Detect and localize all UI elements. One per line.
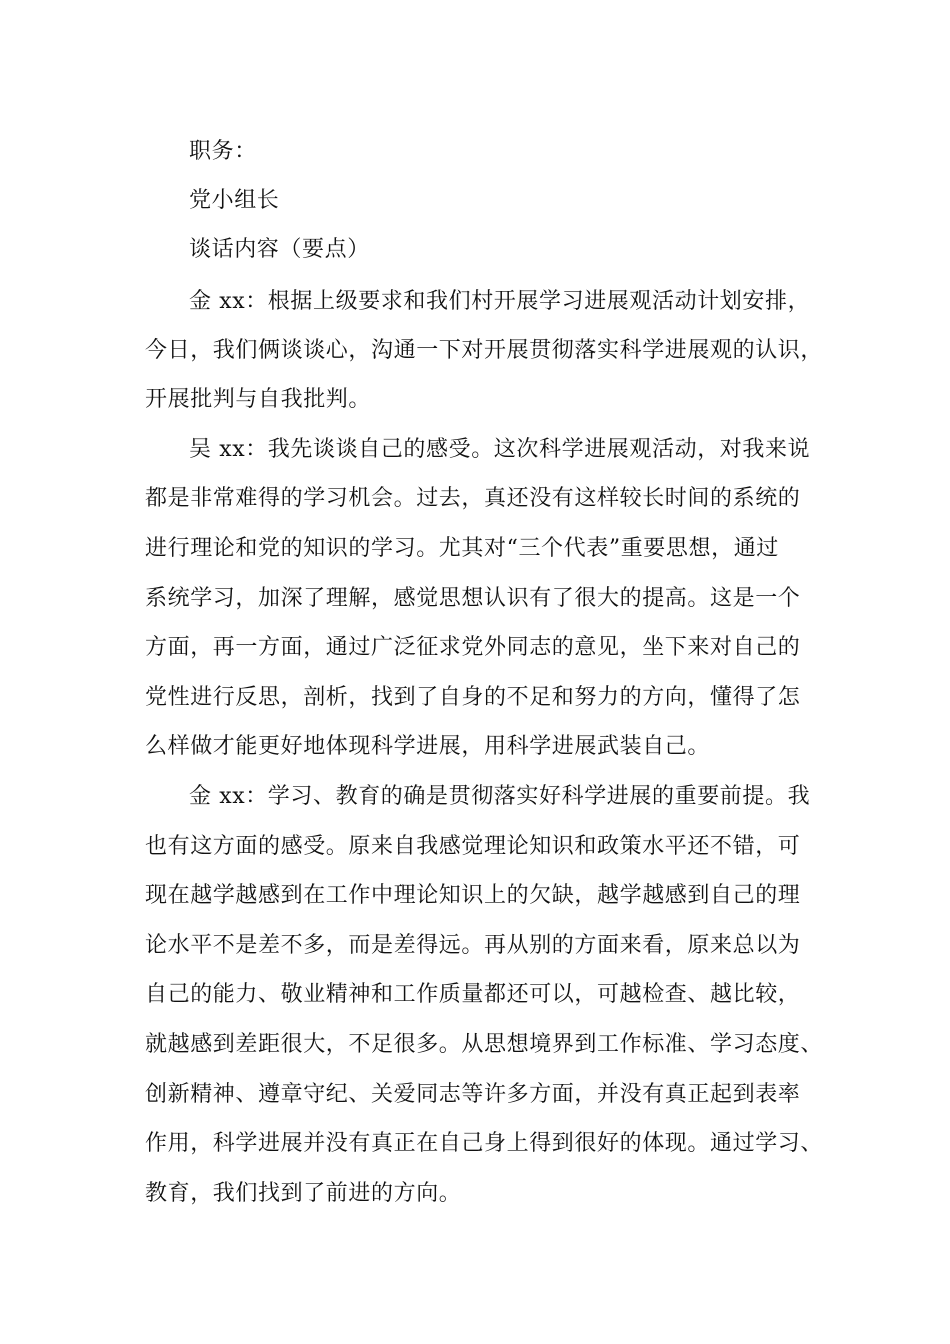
- paragraph-line: 党性进行反思，剖析，找到了自身的不足和努力的方向，懂得了怎: [145, 685, 801, 710]
- paragraph-line: 金 xx：学习、教育的确是贯彻落实好科学进展的重要前提。我: [189, 784, 811, 809]
- paragraph-line: 吴 xx：我先谈谈自己的感受。这次科学进展观活动，对我来说: [189, 437, 811, 462]
- paragraph-line: 都是非常难得的学习机会。过去，真还没有这样较长时间的系统的: [145, 486, 801, 511]
- paragraph-line: 金 xx：根据上级要求和我们村开展学习进展观活动计划安排，: [189, 289, 811, 314]
- paragraph-line: 进行理论和党的知识的学习。尤其对“三个代表”重要思想，通过: [145, 536, 779, 561]
- paragraph-line: 创新精神、遵章守纪、关爱同志等许多方面，并没有真正起到表率: [145, 1082, 801, 1107]
- paragraph-line: 今日，我们俩谈谈心，沟通一下对开展贯彻落实科学进展观的认识，: [145, 338, 824, 363]
- paragraph-line: 就越感到差距很大，不足很多。从思想境界到工作标准、学习态度、: [145, 1032, 824, 1057]
- paragraph-line: 作用，科学进展并没有真正在自己身上得到很好的体现。通过学习、: [145, 1131, 824, 1156]
- paragraph-line: 也有这方面的感受。原来自我感觉理论知识和政策水平还不错，可: [145, 834, 801, 859]
- paragraph-line: 论水平不是差不多，而是差得远。再从别的方面来看，原来总以为: [145, 933, 801, 958]
- paragraph-line: 系统学习，加深了理解，感觉思想认识有了很大的提高。这是一个: [145, 586, 801, 611]
- paragraph-line: 开展批判与自我批判。: [145, 387, 372, 412]
- talk-content-heading: 谈话内容（要点）: [189, 237, 370, 262]
- position-value: 党小组长: [189, 188, 280, 213]
- paragraph-line: 自己的能力、敬业精神和工作质量都还可以，可越检查、越比较，: [145, 982, 801, 1007]
- position-label: 职务：: [189, 139, 257, 164]
- paragraph-line: 教育，我们找到了前进的方向。: [145, 1181, 462, 1206]
- paragraph-line: 现在越学越感到在工作中理论知识上的欠缺，越学越感到自己的理: [145, 883, 801, 908]
- paragraph-line: 方面，再一方面，通过广泛征求党外同志的意见，坐下来对自己的: [145, 635, 801, 660]
- paragraph-line: 么样做才能更好地体现科学进展，用科学进展武装自己。: [145, 734, 711, 759]
